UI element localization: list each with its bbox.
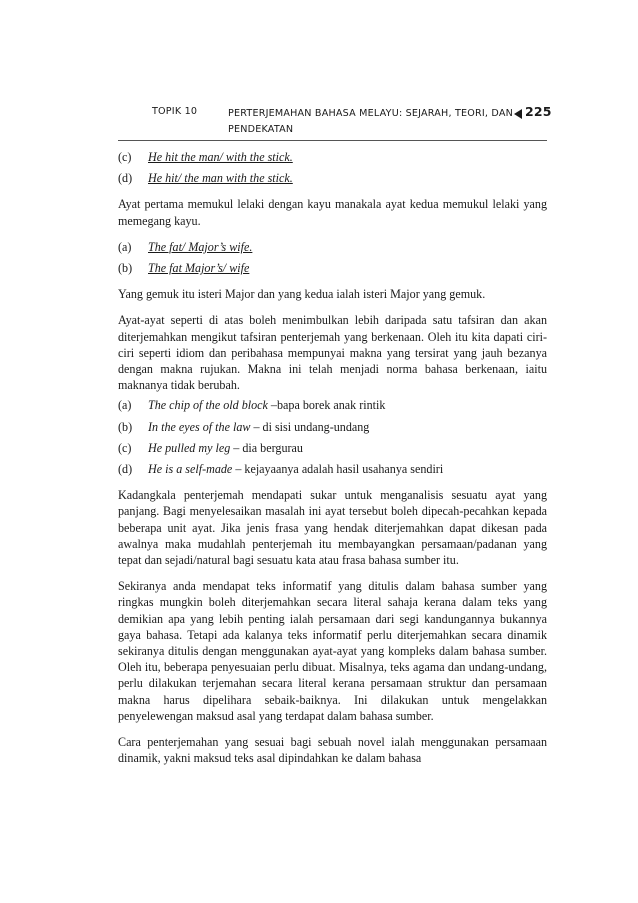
idiom-phrase: He pulled my leg [148, 440, 231, 455]
list-item [118, 260, 547, 276]
example-sentence: He hit the man/ with the stick. [148, 150, 293, 164]
example-sentence: The fat Major’s/ wife [148, 261, 250, 276]
chapter-title: PERTERJEMAHAN BAHASA MELAYU: SEJARAH, TEORI, DAN PENDEKATAN [228, 108, 513, 135]
page-number: 225 [525, 104, 552, 119]
idiom-meaning: – dia bergurau [230, 440, 303, 455]
idiom-phrase: In the eyes of the law [148, 419, 251, 434]
idiom-item [118, 440, 547, 456]
list-item [118, 170, 547, 186]
topic-label: TOPIK 10 [152, 106, 198, 117]
item-label: (c) [118, 150, 132, 164]
paragraph: Cara penterjemahan yang sesuai bagi sebuah novel ialah menggunakan persamaan dinamik, yakni maksud teks asal dipindahkan ke dalam bahasa [118, 735, 547, 766]
item-label: (d) [118, 462, 133, 477]
header-rule [118, 140, 547, 141]
page-body [118, 149, 547, 777]
idiom-phrase: He is a self-made [148, 462, 233, 477]
idiom-meaning: – di sisi undang-undang [250, 419, 370, 434]
paragraph: Yang gemuk itu isteri Major dan yang kedua ialah isteri Major yang gemuk. [118, 287, 486, 302]
idiom-phrase: The chip of the old block [148, 398, 268, 413]
paragraph: Ayat-ayat seperti di atas boleh menimbulkan lebih daripada satu tafsiran dan akan diterjemahkan mengikut tafsiran penterjemah yang berkenaan. Oleh itu kita dapati ciri-ciri seperti idiom dan peribahasa mempunyai makna yang tersirat yang jauh bezanya dengan makna rujukan. Makna ini telah menjadi norma bahasa berkenaan, iaitu maknanya tidak berubah. [118, 313, 547, 393]
list-item [118, 149, 547, 165]
idiom-item [118, 397, 547, 413]
paragraph: Kadangkala penterjemah mendapati sukar untuk menganalisis sesuatu ayat yang panjang. Bagi menyelesaikan masalah ini ayat tersebut boleh dipecah-pecahkan kepada beberapa unit ayat. Jika jenis frasa yang hendak diterjemahkan dapat dikesan pada awalnya maka mudahlah penterjemah itu membayangkan persamaan/padanan yang tepat dan sejadi/natural bagi sesuatu kata atau frasa bahasa sumber itu. [118, 488, 547, 568]
paragraph: Ayat pertama memukul lelaki dengan kayu manakala ayat kedua memukul lelaki yang memegang kayu. [118, 197, 547, 228]
idiom-meaning: – kejayaanya adalah hasil usahanya sendiri [232, 462, 444, 477]
item-label: (d) [118, 171, 133, 186]
item-label: (b) [118, 419, 133, 434]
item-label: (c) [118, 440, 132, 455]
item-label: (a) [118, 398, 132, 413]
idiom-item [118, 461, 547, 477]
example-sentence: He hit/ the man with the stick. [148, 171, 293, 186]
list-item [118, 239, 547, 255]
idiom-item [118, 419, 547, 435]
item-label: (b) [118, 261, 133, 276]
triangle-left-icon [514, 109, 522, 119]
idiom-meaning: –bapa borek anak rintik [267, 398, 386, 413]
example-sentence: The fat/ Major’s wife. [148, 239, 253, 254]
paragraph: Sekiranya anda mendapat teks informatif yang ditulis dalam bahasa sumber yang ringkas mungkin boleh diterjemahkan secara literal sahaja kerana dalam teks yang demikian apa yang lebih penting ialah persamaan dari segi kandungannya bukannya gaya bahasa. Tetapi ada kalanya teks informatif perlu diterjemahkan secara dinamik sekiranya ditulis dengan menggunakan ayat-ayat yang kompleks dalam bahasa sumber. Oleh itu, beberapa penyesuaian perlu dibuat. Misalnya, teks agama dan undang-undang, perlu dilakukan terjemahan secara literal kerana persamaan struktur dan persamaan makna harus dipelihara sebaik-baiknya. Ini dilakukan untuk mengelakkan penyelewengan maksud asal yang terdapat dalam bahasa sumber. [118, 579, 547, 723]
item-label: (a) [118, 239, 132, 254]
